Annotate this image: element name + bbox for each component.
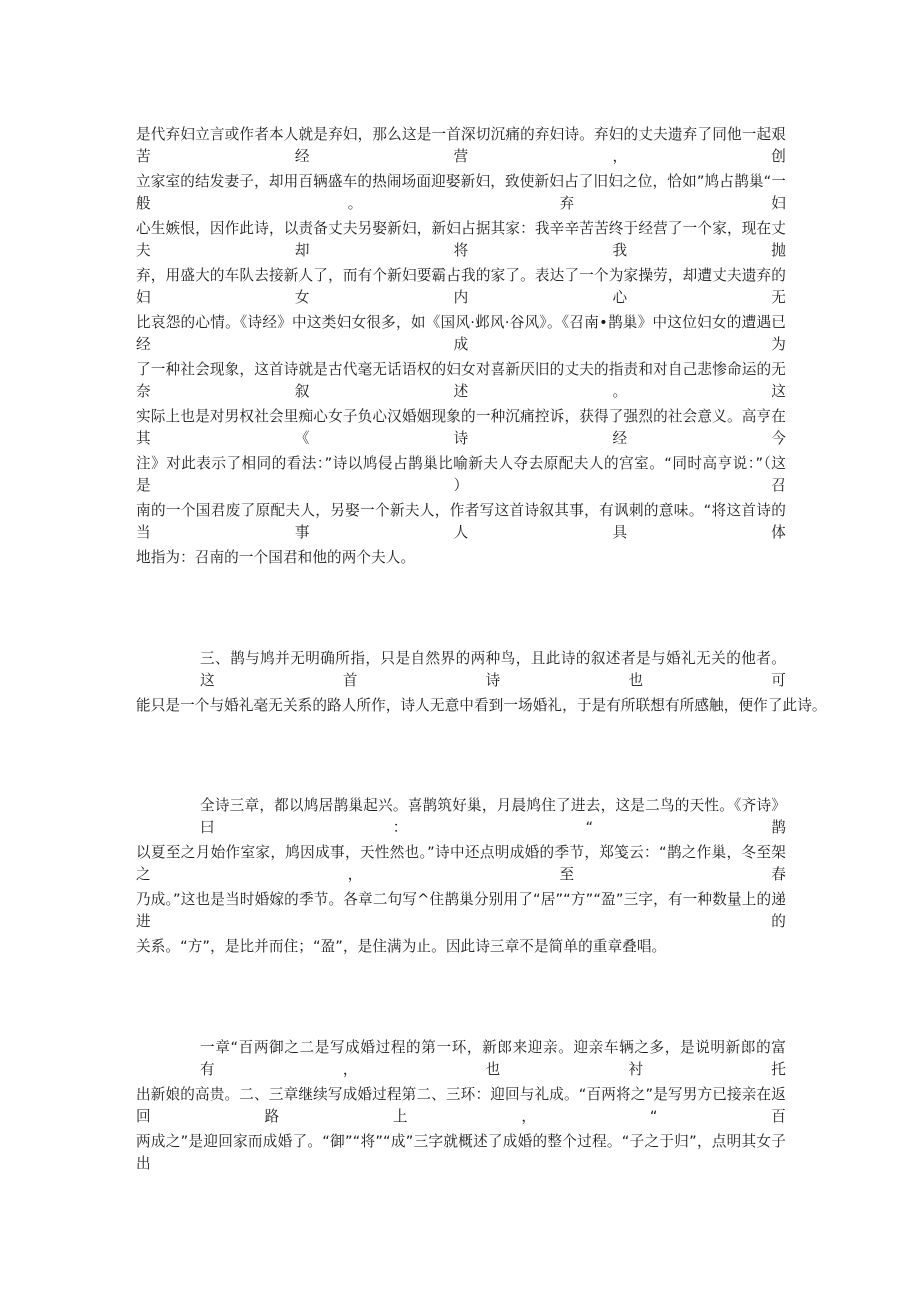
text-line: 心生嫉恨，因作此诗，以责备丈夫另娶新妇，新妇占据其家：我辛辛苦苦终于经营了一个家，现在丈夫却将我抛 [136,220,786,259]
text-line: 以夏至之月始作室家，鸠因成事，天性然也。”诗中还点明成婚的季节，郑笺云：“鹊之作巢，冬至架之，至春 [136,844,786,883]
text-line: 全诗三章，都以鸠居鹊巢起兴。喜鹊筑好巢，月晨鸠住了进去，这是二鸟的天性。《齐诗》曰：“鹊 [200,797,786,836]
text-line: 乃成。”这也是当时婚嫁的季节。各章二句写^住鹊巢分别用了“居”“方”“盈”三字，有一种数量上的递进的 [136,891,786,930]
text-line: 比哀怨的心情。《诗经》中这类妇女很多，如《国风·邺风·谷风》。《召南•鹊巢》中这位妇女的遭遇已经成为 [136,314,786,353]
text-line: 了一种社会现象，这首诗就是古代毫无话语权的妇女对喜新厌旧的丈夫的指责和对自己悲惨命运的无奈叙述。这 [136,361,786,400]
text-line: 弃，用盛大的车队去接新人了，而有个新妇要霸占我的家了。表达了一个为家操劳，却遭丈夫遗弃的妇女内心无 [136,267,786,306]
text-line: 地指为：召南的一个国君和他的两个夫人。 [136,549,416,566]
text-line: 一章“百两御之二是写成婚过程的第一环，新郎来迎亲。迎亲车辆之多，是说明新郎的富有，也衬托 [200,1039,786,1078]
text-line: 能只是一个与婚礼毫无关系的路人所作，诗人无意中看到一场婚礼，于是有所联想有所感触，便作了此诗。 [136,697,827,714]
text-line: 两成之”是迎回家而成婚了。“御”“将”“成”三字就概述了成婚的整个过程。“子之于归”，点明其女子出 [136,1133,786,1172]
text-line: 三、鹊与鸠并无明确所指，只是自然界的两种鸟，且此诗的叙述者是与婚礼无关的他者。这首诗也可 [200,650,786,689]
text-line: 是代弃妇立言或作者本人就是弃妇，那么这是一首深切沉痛的弃妇诗。弃妇的丈夫遗弃了同他一起艰苦经营，创 [136,126,786,165]
text-line: 出新娘的高贵。二、三章继续写成婚过程第二、三环：迎回与礼成。“百两将之”是写男方已接亲在返回路上，“百 [136,1086,786,1125]
text-line: 立家室的结发妻子，却用百辆盛车的热闹场面迎娶新妇，致使新妇占了旧妇之位，恰如”鸠占鹊巢“一般。弃妇 [136,173,786,212]
text-line: 南的一个国君废了原配夫人，另娶一个新夫人，作者写这首诗叙其事，有讽刺的意味。“将这首诗的当事人具体 [136,502,786,541]
text-line: 关系。“方”，是比并而住；“盈”，是住满为止。因此诗三章不是简单的重章叠唱。 [136,938,667,955]
text-line: 注》对此表示了相同的看法：”诗以鸠侵占鹊巢比喻新夫人夺去原配夫人的宫室。“同时高亨说：”（这是）召 [136,455,786,494]
text-line: 实际上也是对男权社会里痴心女子负心汉婚姻现象的一种沉痛控诉，获得了强烈的社会意义。高亨在其《诗经今 [136,408,786,447]
